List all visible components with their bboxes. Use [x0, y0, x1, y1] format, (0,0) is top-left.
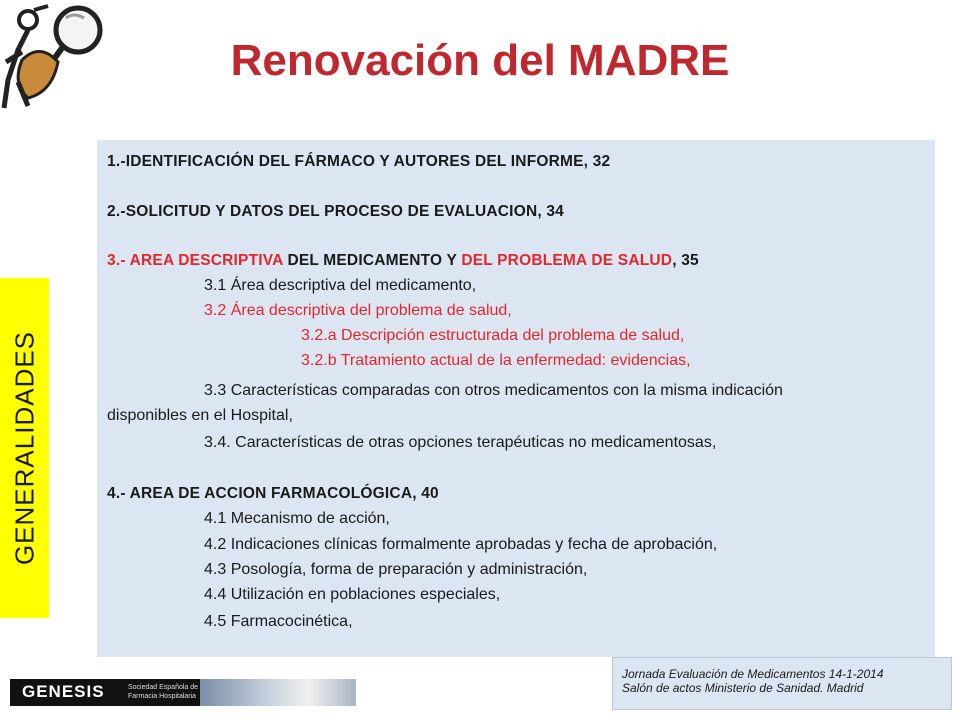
section-3-part-b: DEL MEDICAMENTO Y [282, 252, 462, 269]
event-footer [612, 657, 952, 710]
section-4: 4.- AREA DE ACCION FARMACOLÓGICA, 40 [107, 485, 439, 502]
genesis-sub-line1: Sociedad Española de [128, 684, 199, 691]
section-sidebar-label [0, 278, 49, 618]
section-2: 2.-SOLICITUD Y DATOS DEL PROCESO DE EVALUACION, 34 [107, 203, 564, 220]
section-4-2: 4.2 Indicaciones clínicas formalmente aprobadas y fecha de aprobación, [204, 536, 718, 553]
genesis-society-text [128, 683, 198, 701]
section-3-part-c: DEL PROBLEMA DE SALUD [461, 252, 673, 269]
sidebar-label-text: GENERALIDADES [9, 330, 39, 566]
section-4-1: 4.1 Mecanismo de acción, [204, 510, 390, 527]
section-3-3-line1: 3.3 Características comparadas con otros medicamentos con la misma indicación [204, 382, 783, 399]
section-3-4: 3.4. Características de otras opciones terapéuticas no medicamentosas, [204, 434, 717, 451]
section-3-3-line2: disponibles en el Hospital, [107, 407, 293, 424]
content-panel [97, 140, 935, 657]
section-3 [107, 252, 699, 270]
footer-line-1: Jornada Evaluación de Medicamentos 14-1-2014 [622, 667, 884, 681]
page-title: Renovación del MADRE [230, 36, 730, 85]
section-3-2b: 3.2.b Tratamiento actual de la enfermedad: evidencias, [301, 352, 691, 369]
section-3-part-d: , 35 [672, 252, 699, 269]
footer-line-2: Salón de actos Ministerio de Sanidad. Madrid [622, 681, 864, 695]
section-4-3: 4.3 Posología, forma de preparación y administración, [204, 561, 588, 578]
section-3-1: 3.1 Área descriptiva del medicamento, [204, 277, 477, 294]
section-3-2: 3.2 Área descriptiva del problema de salud, [204, 302, 512, 319]
banner-photo [200, 679, 356, 706]
section-3-2a: 3.2.a Descripción estructurada del problema de salud, [301, 327, 685, 344]
section-4-4: 4.4 Utilización en poblaciones especiales, [204, 586, 501, 603]
genesis-sub-line2: Farmacia Hospitalaria [128, 693, 197, 700]
section-4-5: 4.5 Farmacocinética, [204, 613, 353, 630]
genesis-logo-text: GENESIS [22, 682, 105, 701]
section-3-part-a: 3.- AREA DESCRIPTIVA [107, 252, 283, 269]
section-1: 1.-IDENTIFICACIÓN DEL FÁRMACO Y AUTORES DEL INFORME, 32 [107, 153, 611, 170]
genesis-banner [10, 679, 356, 706]
